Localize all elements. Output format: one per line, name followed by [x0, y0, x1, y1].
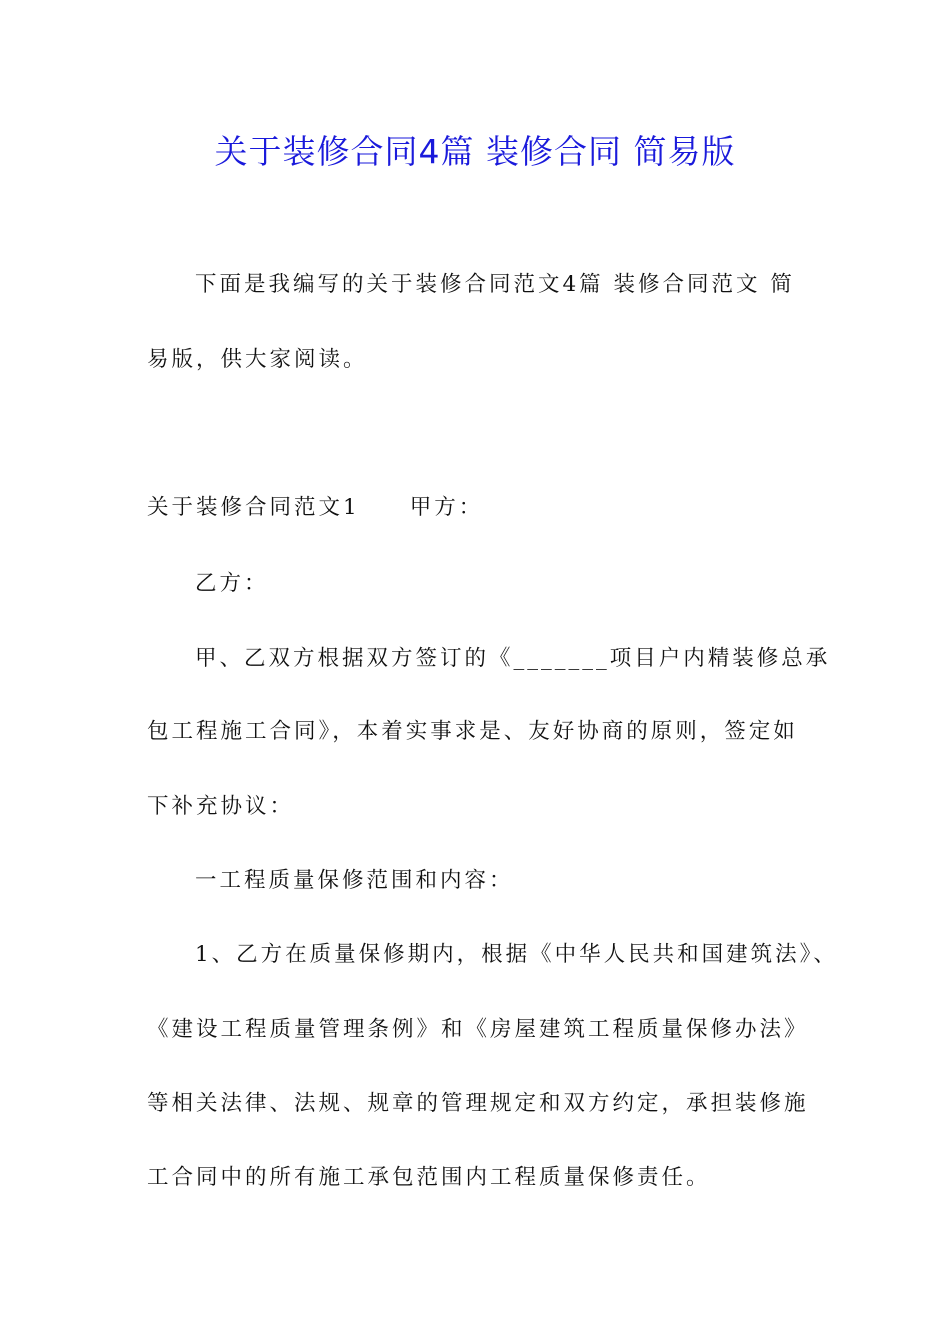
section-heading-row — [147, 493, 483, 523]
party-a-label: 甲方： — [409, 495, 484, 520]
paragraph-1-line-3: 下补充协议： — [147, 794, 295, 819]
paragraph-1-line-1: 甲、乙双方根据双方签订的《_______项目户内精装修总承 — [195, 646, 831, 671]
item-1-line-3: 等相关法律、法规、规章的管理规定和双方约定，承担装修施 — [147, 1091, 809, 1116]
document-title: 关于装修合同4篇 装修合同 简易版 — [214, 132, 736, 171]
paragraph-1-line-2: 包工程施工合同》，本着实事求是、友好协商的原则，签定如 — [147, 719, 798, 744]
item-heading: 一工程质量保修范围和内容： — [195, 868, 514, 893]
item-1-line-4: 工合同中的所有施工承包范围内工程质量保修责任。 — [147, 1165, 711, 1190]
item-1-line-2: 《建设工程质量管理条例》和《房屋建筑工程质量保修办法》 — [147, 1017, 809, 1042]
intro-line-1: 下面是我编写的关于装修合同范文4篇 装修合同范文 简 — [195, 272, 795, 297]
party-b-label: 乙方： — [195, 571, 269, 596]
item-1-line-1: 1、乙方在质量保修期内，根据《中华人民共和国建筑法》、 — [195, 942, 838, 967]
intro-line-2: 易版，供大家阅读。 — [147, 347, 368, 372]
section-heading: 关于装修合同范文1 — [147, 495, 360, 520]
